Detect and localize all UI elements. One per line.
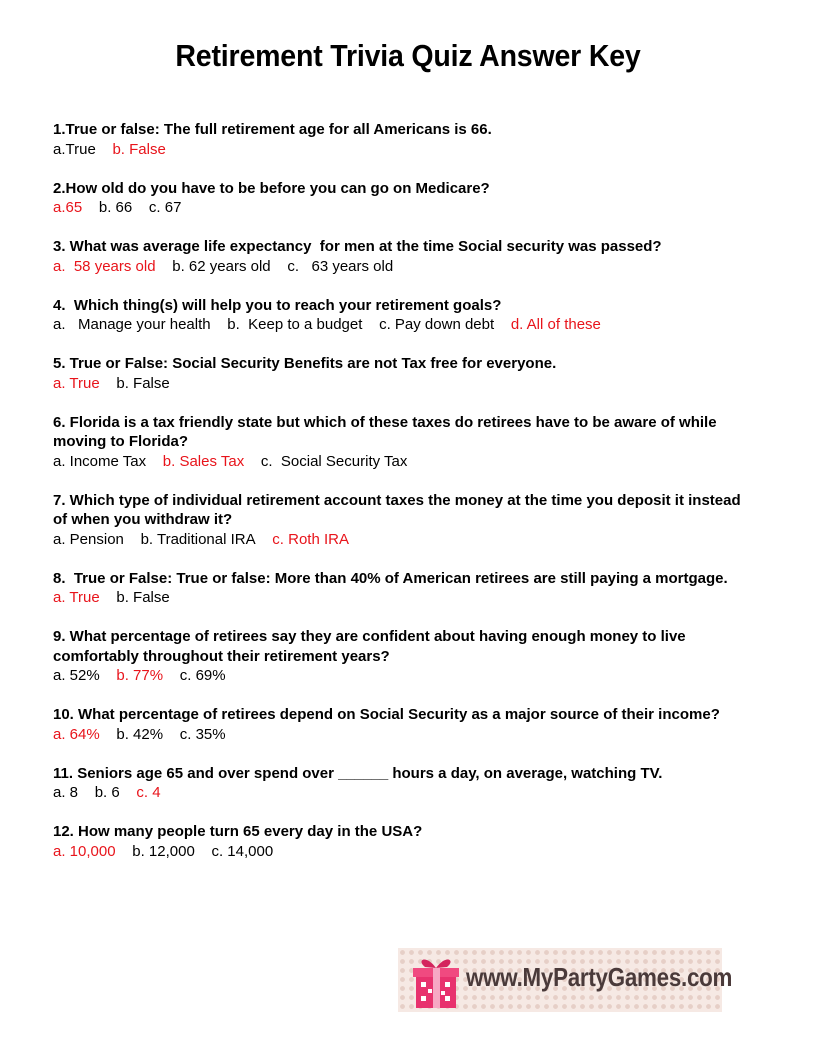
answer-option: c. Social Security Tax [260, 452, 408, 470]
answer-option: b. 62 years old [172, 257, 271, 275]
question-text: 6. Florida is a tax friendly state but which of these taxes do retirees have to be aware of while moving to Florida? [53, 413, 721, 450]
answer-options [53, 374, 753, 394]
quiz-question-block [53, 764, 753, 803]
quiz-question-block [53, 627, 753, 686]
correct-answer: b. False [112, 140, 166, 158]
question-text: 4. Which thing(s) will help you to reach your retirement goals? [53, 296, 502, 314]
question-text: 3. What was average life expectancy for men at the time Social security was passed? [53, 238, 662, 255]
correct-answer: b. Sales Tax [162, 452, 245, 470]
question-text: 11. Seniors age 65 and over spend over ______ hours a day, on average, watching TV. [53, 764, 663, 782]
question-text: 5. True or False: Social Security Benefits are not Tax free for everyone. [53, 355, 557, 372]
quiz-question-block [53, 569, 753, 608]
answer-option: b. Traditional IRA [140, 530, 256, 548]
answer-options [53, 666, 753, 686]
quiz-question-block [53, 822, 753, 861]
gift-icon [408, 952, 464, 1010]
answer-option: a. 52% [53, 667, 100, 684]
answer-options [53, 452, 753, 472]
answer-option: b. False [116, 374, 170, 392]
correct-answer: c. Roth IRA [272, 530, 349, 548]
answer-option: b. 6 [94, 784, 120, 801]
question-text: 7. Which type of individual retirement account taxes the money at the time you deposit it instead of when you withdraw it? [53, 491, 745, 528]
quiz-list [53, 120, 753, 881]
question-text: 2.How old do you have to be before you can go on Medicare? [53, 179, 490, 197]
question-text: 12. How many people turn 65 every day in the USA? [53, 823, 423, 840]
quiz-question-block [53, 237, 753, 276]
answer-options [53, 842, 753, 862]
correct-answer: a. 10,000 [53, 842, 116, 860]
answer-option: c. 63 years old [287, 257, 394, 275]
answer-option: b. 42% [116, 725, 164, 743]
answer-option: c. Pay down debt [379, 316, 495, 333]
answer-option: a. Pension [53, 530, 124, 548]
answer-option: b. False [116, 589, 170, 606]
quiz-question-block [53, 413, 753, 472]
answer-options [53, 588, 753, 608]
answer-option: c. 35% [179, 725, 226, 743]
answer-options [53, 198, 753, 218]
correct-answer: a.65 [53, 199, 83, 216]
page-title: Retirement Trivia Quiz Answer Key [175, 38, 641, 73]
answer-options [53, 315, 753, 335]
answer-options [53, 725, 753, 745]
answer-option: a. 8 [53, 784, 79, 801]
answer-option: b. 12,000 [132, 842, 195, 860]
correct-answer: b. 77% [116, 667, 164, 684]
answer-option: a. Manage your health [53, 316, 211, 333]
quiz-question-block [53, 179, 753, 218]
correct-answer: a. 58 years old [53, 257, 156, 275]
correct-answer: a. True [53, 589, 100, 606]
answer-option: c. 67 [148, 199, 182, 216]
question-text: 1.True or false: The full retirement age for all Americans is 66. [53, 121, 492, 138]
answer-option: a.True [53, 140, 96, 158]
site-banner[interactable] [398, 948, 733, 1012]
answer-option: b. 66 [98, 199, 133, 216]
question-text: 9. What percentage of retirees say they are confident about having enough money to live comfortably throughout their retirement years? [53, 628, 690, 665]
correct-answer: d. All of these [510, 316, 601, 333]
quiz-question-block [53, 354, 753, 393]
answer-option: b. Keep to a budget [227, 316, 363, 333]
quiz-question-block [53, 296, 753, 335]
correct-answer: a. 64% [53, 725, 100, 743]
answer-options [53, 140, 753, 160]
correct-answer: a. True [53, 374, 100, 392]
answer-options [53, 257, 753, 277]
site-link[interactable]: www.MyPartyGames.com [466, 962, 733, 992]
answer-option: a. Income Tax [53, 452, 147, 470]
quiz-question-block [53, 120, 753, 159]
answer-option: c. 14,000 [211, 842, 274, 860]
answer-options [53, 783, 753, 803]
answer-option: c. 69% [179, 667, 226, 684]
quiz-question-block [53, 491, 753, 550]
answer-options [53, 530, 753, 550]
correct-answer: c. 4 [136, 784, 161, 801]
quiz-question-block [53, 705, 753, 744]
question-text: 8. True or False: True or false: More than 40% of American retirees are still paying a mortgage. [53, 569, 728, 587]
question-text: 10. What percentage of retirees depend on Social Security as a major source of their income? [53, 706, 720, 723]
